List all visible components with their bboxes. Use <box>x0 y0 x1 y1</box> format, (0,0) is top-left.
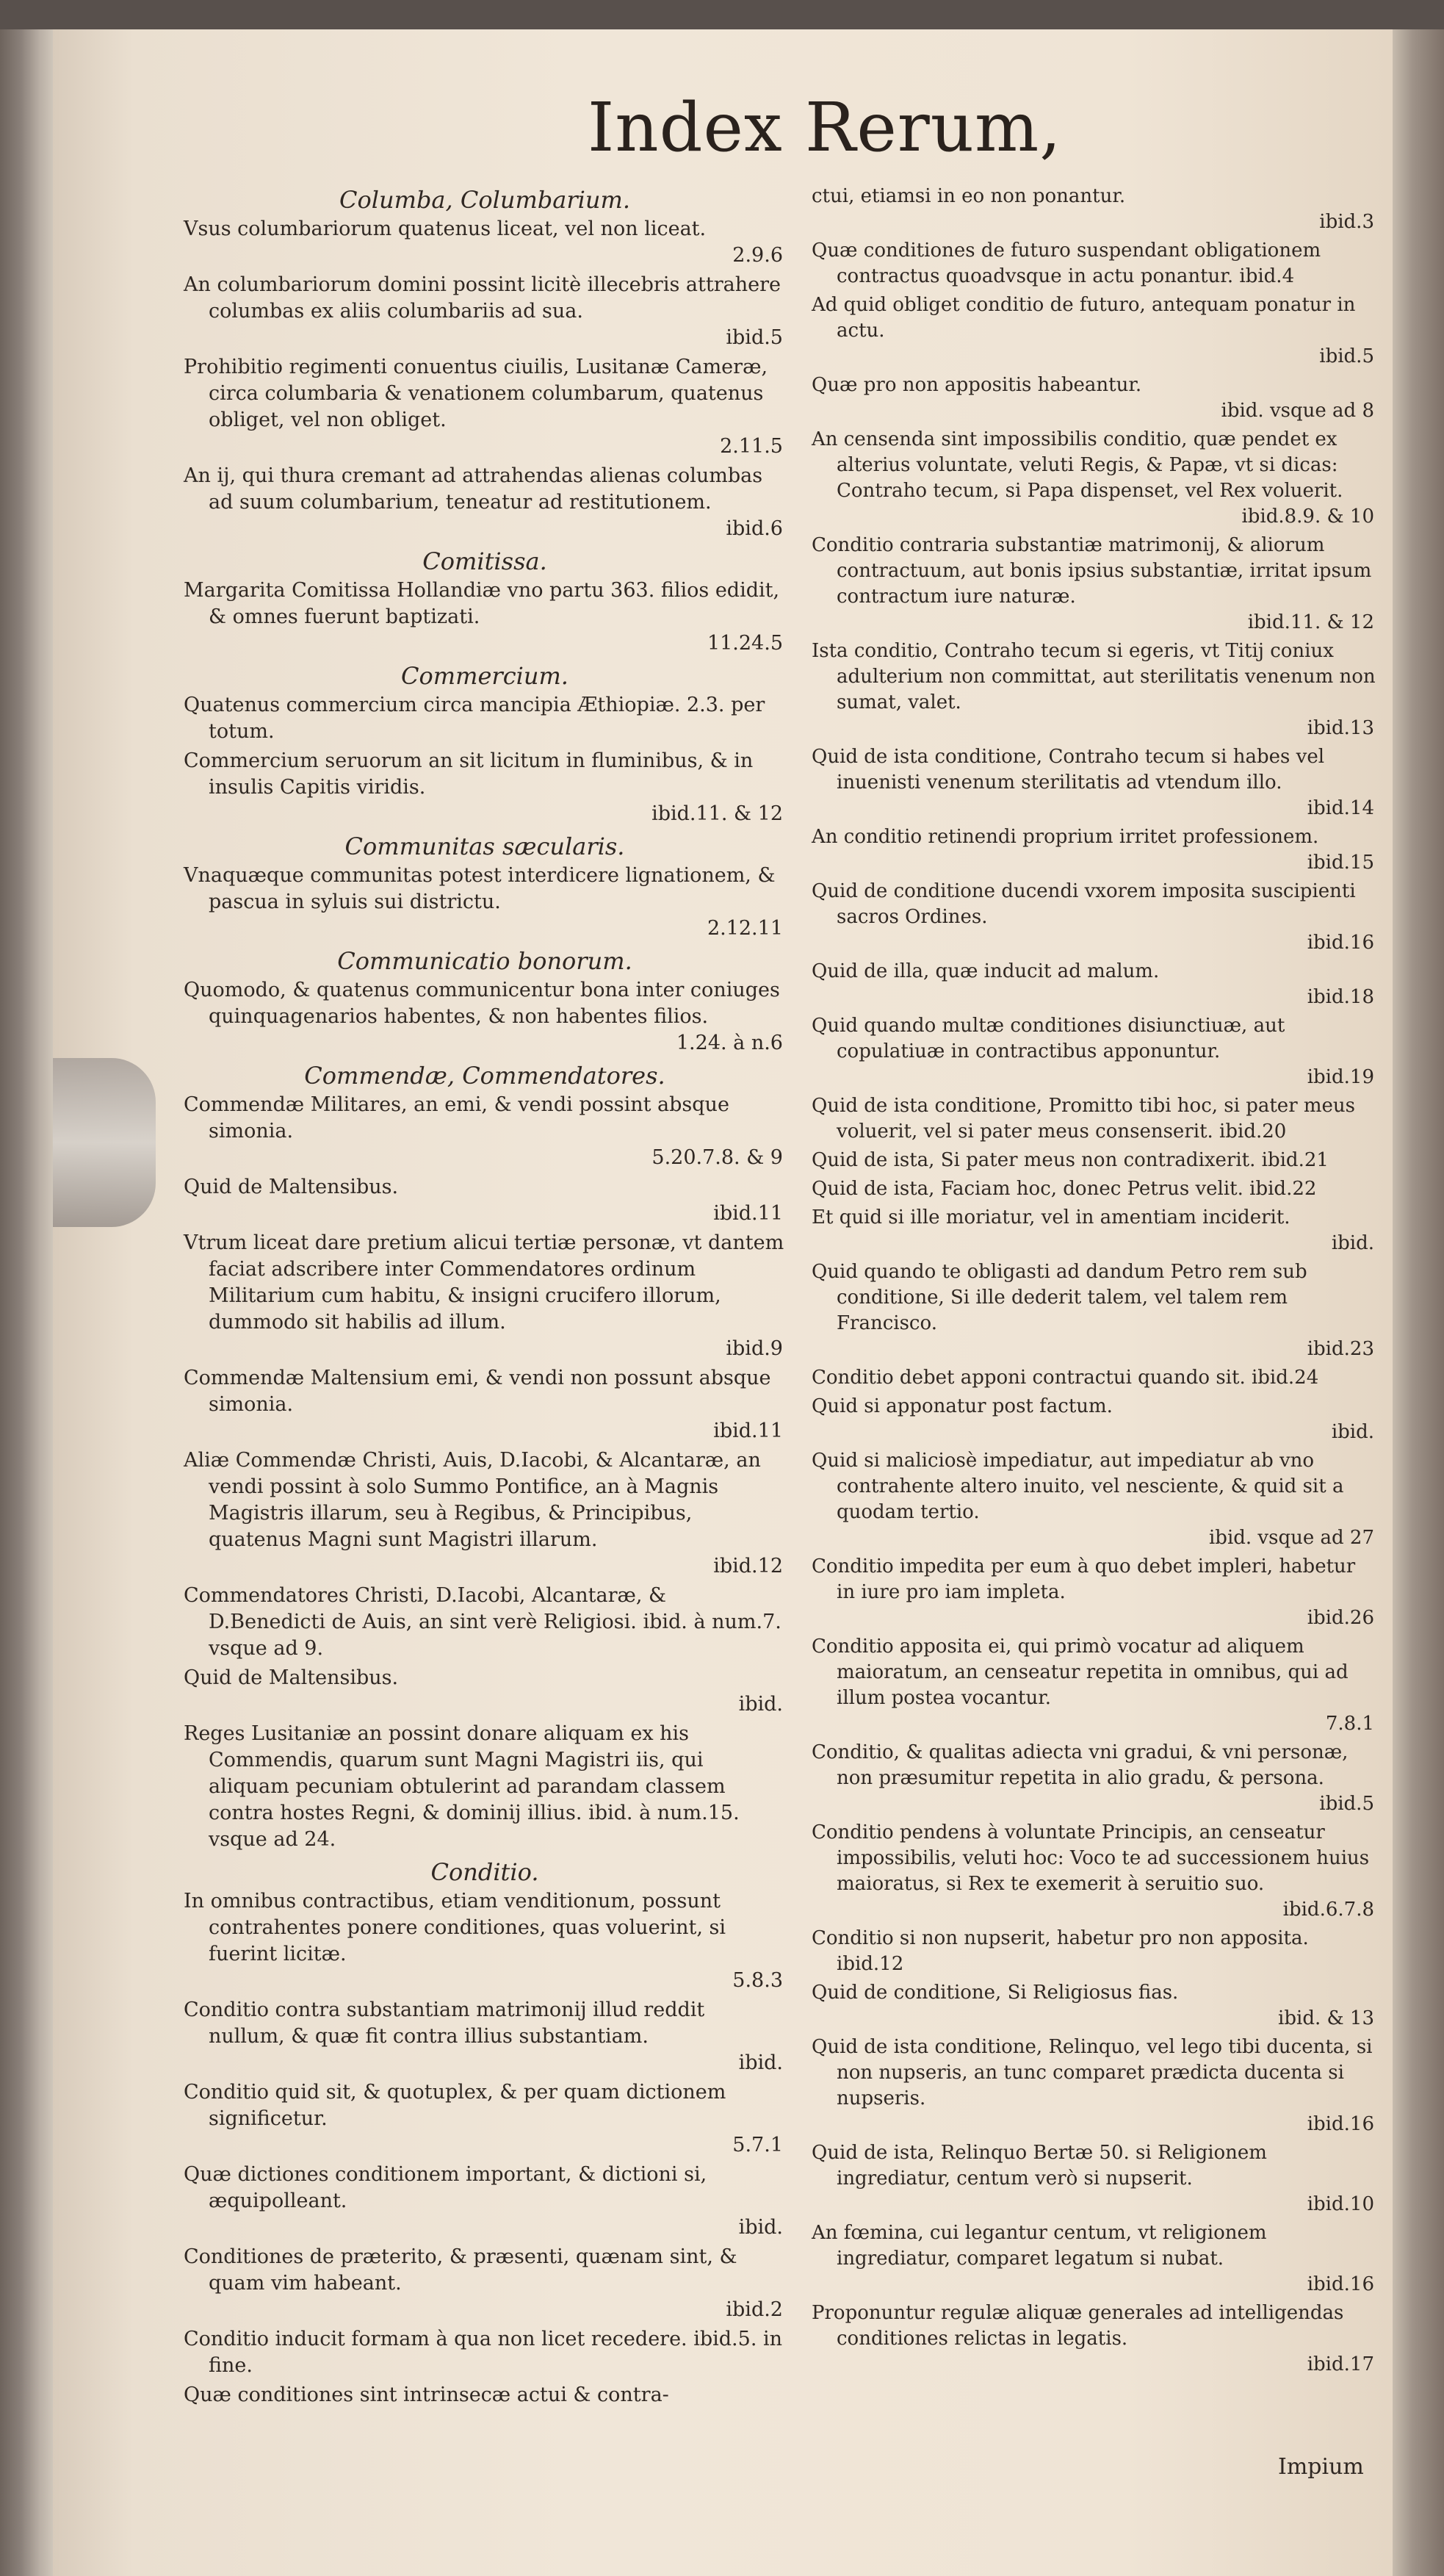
entry-reference: ibid.12 <box>713 1555 783 1577</box>
entry-text: Conditio contraria substantiæ matrimonij, & aliorum contractuum, aut bonis ipsius substantiæ, irritat ipsum contractum iure naturæ. <box>812 534 1372 608</box>
entry-text: Quæ conditiones sint intrinsecæ actui & contra- <box>184 2383 669 2406</box>
entry-text: Quid de ista, Relinquo Bertæ 50. si Religionem ingrediatur, centum verò si nupserit. <box>812 2142 1267 2190</box>
entry-text: Proponuntur regulæ aliquæ generales ad intelligendas conditiones relictas in legatis. <box>812 2302 1344 2350</box>
entry-text: An ij, qui thura cremant ad attrahendas alienas columbas ad suum columbarium, teneatur ad restitutionem. <box>184 464 763 514</box>
entry-text: Quid de illa, quæ inducit ad malum. <box>812 960 1160 982</box>
entry-reference: 7.8.1 <box>1325 1713 1374 1735</box>
index-entry <box>812 238 1377 289</box>
index-entry <box>812 1980 1377 2032</box>
index-entry <box>812 959 1377 1010</box>
index-entry <box>184 977 786 1057</box>
entry-reference: ibid.5 <box>726 326 783 349</box>
page-clip <box>53 1058 156 1227</box>
section-heading: Communitas sæcularis. <box>344 832 625 860</box>
book-page-edges-right <box>1393 29 1444 2576</box>
index-entry <box>812 1926 1377 1977</box>
index-column-left <box>184 184 786 2411</box>
entry-text: Et quid si ille moriatur, vel in amentiam inciderit. <box>812 1206 1290 1228</box>
entry-reference: 5.7.1 <box>732 2134 783 2156</box>
section-heading: Commercium. <box>401 662 568 690</box>
entry-reference: ibid. vsque ad 8 <box>1221 400 1374 422</box>
entry-text: Commercium seruorum an sit licitum in fluminibus, & in insulis Capitis viridis. <box>184 749 754 799</box>
entry-text: Reges Lusitaniæ an possint donare aliquam ex his Commendis, quarum sunt Magni Magistri iis, qui aliquam pecuniam obtulerint ad parandam classem contra hostes Regni, & dominij illius. ibid. à num.15. vsque ad 24. <box>184 1722 740 1851</box>
index-entry <box>812 744 1377 821</box>
section-heading: Columba, Columbarium. <box>339 186 630 214</box>
entry-reference: ibid.16 <box>1307 2113 1374 2135</box>
entry-reference: ibid.18 <box>1307 986 1374 1008</box>
entry-reference: ibid.2 <box>726 2298 783 2321</box>
entry-text: Quid de Maltensibus. <box>184 1666 399 1689</box>
entry-reference: ibid.10 <box>1307 2193 1374 2215</box>
entry-text: An conditio retinendi proprium irritet professionem. <box>812 826 1319 848</box>
index-entry <box>812 1554 1377 1631</box>
index-entry <box>812 2300 1377 2378</box>
entry-reference: 2.9.6 <box>732 244 783 267</box>
entry-reference: 5.8.3 <box>732 1969 783 1992</box>
entry-text: Aliæ Commendæ Christi, Auis, D.Iacobi, & Alcantaræ, an vendi possint à solo Summo Pontifice, an à Magnis Magistris illarum, seu à Regibus, & Principibus, quatenus Magni sunt Magistri illarum. <box>184 1449 761 1551</box>
index-entry <box>812 824 1377 876</box>
index-entry <box>812 1448 1377 1551</box>
entry-text: Quomodo, & quatenus communicentur bona inter coniuges quinquagenarios habentes, & non habentes filios. <box>184 979 780 1028</box>
index-entry <box>812 1176 1377 1202</box>
section-heading: Comitissa. <box>422 547 547 575</box>
entry-text: Quæ dictiones conditionem important, & dictioni si, æquipolleant. <box>184 2163 707 2212</box>
entry-reference: ibid.11. & 12 <box>651 802 783 825</box>
entry-text: An censenda sint impossibilis conditio, quæ pendet ex alterius voluntate, veluti Regis, & Papæ, vt si dicas: Contraho tecum, si Papa dispenset, vel Rex voluerit. <box>812 428 1343 502</box>
index-entry <box>812 1740 1377 1817</box>
entry-text: Conditio, & qualitas adiecta vni gradui, & vni personæ, non præsumitur repetita in alio gradu, & persona. <box>812 1741 1349 1789</box>
index-entry <box>812 427 1377 530</box>
index-entry <box>812 638 1377 741</box>
entry-reference: ibid.8.9. & 10 <box>1241 506 1374 528</box>
entry-reference: ibid. vsque ad 27 <box>1208 1527 1374 1549</box>
index-entry <box>812 2034 1377 2137</box>
index-entry <box>812 2220 1377 2298</box>
entry-reference: 5.20.7.8. & 9 <box>651 1146 783 1169</box>
index-entry <box>812 373 1377 424</box>
section-heading: Communicatio bonorum. <box>337 947 632 975</box>
entry-reference: ibid.6.7.8 <box>1282 1899 1374 1921</box>
entry-reference: ibid.11 <box>713 1420 783 1442</box>
entry-reference: ibid. <box>1331 1421 1374 1443</box>
entry-text: Quid de ista, Si pater meus non contradixerit. ibid.21 <box>812 1149 1329 1171</box>
entry-text: Quid quando te obligasti ad dandum Petro rem sub conditione, Si ille dederit talem, vel talem rem Francisco. <box>812 1261 1307 1334</box>
entry-reference: 2.12.11 <box>707 917 783 940</box>
entry-reference: ibid.5 <box>1319 345 1374 367</box>
entry-text: In omnibus contractibus, etiam venditionum, possunt contrahentes ponere conditiones, quas voluerint, si fuerint licitæ. <box>184 1890 726 1965</box>
index-entry <box>184 1230 786 1362</box>
index-entry <box>184 1092 786 1171</box>
entry-reference: ibid.16 <box>1307 2273 1374 2295</box>
entry-reference: ibid.3 <box>1319 211 1374 233</box>
entry-text: Conditio pendens à voluntate Principis, an censeatur impossibilis, veluti hoc: Voco te ad successionem huius maioratus, si Rex te exemerit à seruitio suo. <box>812 1821 1370 1895</box>
index-entry <box>812 1365 1377 1391</box>
entry-reference: ibid.9 <box>726 1337 783 1360</box>
entry-text: Quæ conditiones de futuro suspendant obligationem contractus quoadvsque in actu ponantur. ibid.4 <box>812 240 1321 287</box>
entry-text: Quatenus commercium circa mancipia Æthiopiæ. 2.3. per totum. <box>184 694 765 743</box>
section-heading: Conditio. <box>430 1858 539 1886</box>
index-entry <box>184 1721 786 1853</box>
index-entry <box>184 748 786 827</box>
entry-reference: ibid.19 <box>1307 1066 1374 1088</box>
entry-text: Conditio impedita per eum à quo debet impleri, habetur in iure pro iam impleta. <box>812 1555 1356 1603</box>
entry-reference: ibid.16 <box>1307 932 1374 954</box>
index-entry <box>184 354 786 460</box>
index-entry <box>812 1259 1377 1362</box>
index-entry <box>184 692 786 745</box>
entry-reference: ibid.26 <box>1307 1607 1374 1629</box>
index-entry <box>184 2244 786 2323</box>
entry-text: Quid si apponatur post factum. <box>812 1395 1113 1417</box>
entry-reference: ibid. <box>738 1693 783 1716</box>
index-entry <box>184 1447 786 1580</box>
index-entry <box>184 1888 786 1994</box>
entry-text: Vsus columbariorum quatenus liceat, vel non liceat. <box>184 217 707 240</box>
entry-text: Quid si maliciosè impediatur, aut impediatur ab vno contrahente altero inuito, vel nesciente, & quid sit a quodam tertio. <box>812 1450 1344 1523</box>
index-entry <box>184 863 786 942</box>
entry-text: Conditiones de præterito, & præsenti, quænam sint, & quam vim habeant. <box>184 2245 737 2295</box>
index-entry <box>184 216 786 269</box>
entry-text: Commendatores Christi, D.Iacobi, Alcantaræ, & D.Benedicti de Auis, an sint verè Religiosi. ibid. à num.7. vsque ad 9. <box>184 1584 781 1660</box>
index-entry <box>184 1365 786 1444</box>
entry-reference: ibid.13 <box>1307 717 1374 739</box>
entry-reference: ibid.23 <box>1307 1338 1374 1360</box>
book-page-edges-left <box>0 29 53 2576</box>
entry-text: Ista conditio, Contraho tecum si egeris, vt Titij coniux adulterium non committat, aut sterilitatis venenum non sumat, valet. <box>812 640 1376 713</box>
entry-text: Commendæ Maltensium emi, & vendi non possunt absque simonia. <box>184 1367 771 1416</box>
entry-text: Commendæ Militares, an emi, & vendi possint absque simonia. <box>184 1093 729 1143</box>
entry-text: Prohibitio regimenti conuentus ciuilis, Lusitanæ Cameræ, circa columbaria & venationem columbarum, quatenus obliget, vel non obliget. <box>184 356 768 431</box>
entry-text: ctui, etiamsi in eo non ponantur. <box>812 185 1126 207</box>
entry-reference: ibid.15 <box>1307 852 1374 874</box>
index-entry <box>812 1820 1377 1923</box>
index-entry <box>812 533 1377 636</box>
entry-reference: ibid.5 <box>1319 1793 1374 1815</box>
index-entry <box>184 2162 786 2241</box>
entry-reference: 2.11.5 <box>720 435 783 458</box>
entry-text: Vtrum liceat dare pretium alicui tertiæ personæ, vt dantem faciat adscribere inter Commendatores ordinum Militarium cum habitu, & insigni crucifero illorum, dummodo sit habilis ad illum. <box>184 1231 784 1334</box>
entry-text: Conditio inducit formam à qua non licet recedere. ibid.5. in fine. <box>184 2328 783 2377</box>
index-entry <box>184 2326 786 2379</box>
index-entry <box>812 1394 1377 1445</box>
index-entry <box>184 2079 786 2159</box>
index-entry <box>184 1174 786 1227</box>
index-entry <box>812 1013 1377 1090</box>
entry-text: An fœmina, cui legantur centum, vt religionem ingrediatur, comparet legatum si nubat. <box>812 2222 1267 2270</box>
entry-text: Quæ pro non appositis habeantur. <box>812 374 1142 396</box>
entry-text: Quid de ista conditione, Relinquo, vel lego tibi ducenta, si non nupseris, an tunc comparet prædicta ducenta si nupseris. <box>812 2036 1373 2109</box>
entry-reference: ibid. <box>738 2051 783 2074</box>
page-header: Index Rerum, <box>588 88 1062 167</box>
index-entry <box>812 1634 1377 1737</box>
entry-text: Margarita Comitissa Hollandiæ vno partu 363. filios edidit, & omnes fuerunt baptizati. <box>184 579 780 628</box>
entry-reference: ibid.17 <box>1307 2353 1374 2375</box>
entry-reference: ibid.11 <box>713 1202 783 1225</box>
entry-text: Vnaquæque communitas potest interdicere lignationem, & pascua in syluis sui districtu. <box>184 864 776 913</box>
entry-text: Quid quando multæ conditiones disiunctiuæ, aut copulatiuæ in contractibus apponuntur. <box>812 1015 1285 1062</box>
entry-reference: 1.24. à n.6 <box>676 1032 783 1054</box>
index-entry <box>812 1148 1377 1173</box>
entry-text: Conditio debet apponi contractui quando sit. ibid.24 <box>812 1367 1319 1389</box>
background-top <box>0 0 1444 29</box>
index-entry <box>812 292 1377 370</box>
index-entry <box>812 1093 1377 1145</box>
index-entry <box>184 272 786 351</box>
entry-text: Conditio contra substantiam matrimonij illud reddit nullum, & quæ fit contra illius substantiam. <box>184 1998 705 2048</box>
entry-text: Quid de conditione ducendi vxorem imposita suscipienti sacros Ordines. <box>812 880 1356 928</box>
index-entry <box>812 1205 1377 1256</box>
index-entry <box>184 2382 786 2408</box>
index-entry <box>184 1583 786 1662</box>
entry-reference: ibid. & 13 <box>1278 2007 1374 2029</box>
index-entry <box>184 1665 786 1718</box>
entry-reference: ibid. <box>738 2216 783 2239</box>
entry-reference: ibid.6 <box>726 517 783 540</box>
index-entry <box>184 578 786 657</box>
index-entry <box>184 463 786 542</box>
entry-text: Conditio quid sit, & quotuplex, & per quam dictionem significetur. <box>184 2081 726 2130</box>
entry-reference: ibid.11. & 12 <box>1247 611 1374 633</box>
index-column-right <box>812 184 1377 2381</box>
entry-text: Quid de ista conditione, Contraho tecum si habes vel inuenisti venenum sterilitatis ad vtendum illo. <box>812 746 1325 794</box>
entry-reference: 11.24.5 <box>707 632 783 655</box>
entry-reference: ibid. <box>1331 1232 1374 1254</box>
entry-text: Quid de ista, Faciam hoc, donec Petrus velit. ibid.22 <box>812 1178 1317 1200</box>
entry-text: Conditio si non nupserit, habetur pro non apposita. ibid.12 <box>812 1927 1309 1975</box>
index-entry <box>812 2140 1377 2217</box>
entry-text: Quid de conditione, Si Religiosus fias. <box>812 1982 1179 2004</box>
entry-text: Quid de Maltensibus. <box>184 1176 399 1198</box>
index-entry <box>812 879 1377 956</box>
entry-reference: ibid.14 <box>1307 797 1374 819</box>
index-entry <box>184 1997 786 2076</box>
entry-text: Conditio apposita ei, qui primò vocatur ad aliquem maioratum, an censeatur repetita in omnibus, qui ad illum postea vocantur. <box>812 1636 1349 1709</box>
index-entry <box>812 184 1377 235</box>
section-heading: Commendæ, Commendatores. <box>304 1062 665 1090</box>
entry-text: Ad quid obliget conditio de futuro, antequam ponatur in actu. <box>812 294 1356 342</box>
entry-text: An columbariorum domini possint licitè illecebris attrahere columbas ex aliis columbariis ad sua. <box>184 273 781 323</box>
entry-text: Quid de ista conditione, Promitto tibi hoc, si pater meus voluerit, vel si pater meus consenserit. ibid.20 <box>812 1095 1356 1143</box>
catchword: Impium <box>1278 2454 1364 2480</box>
